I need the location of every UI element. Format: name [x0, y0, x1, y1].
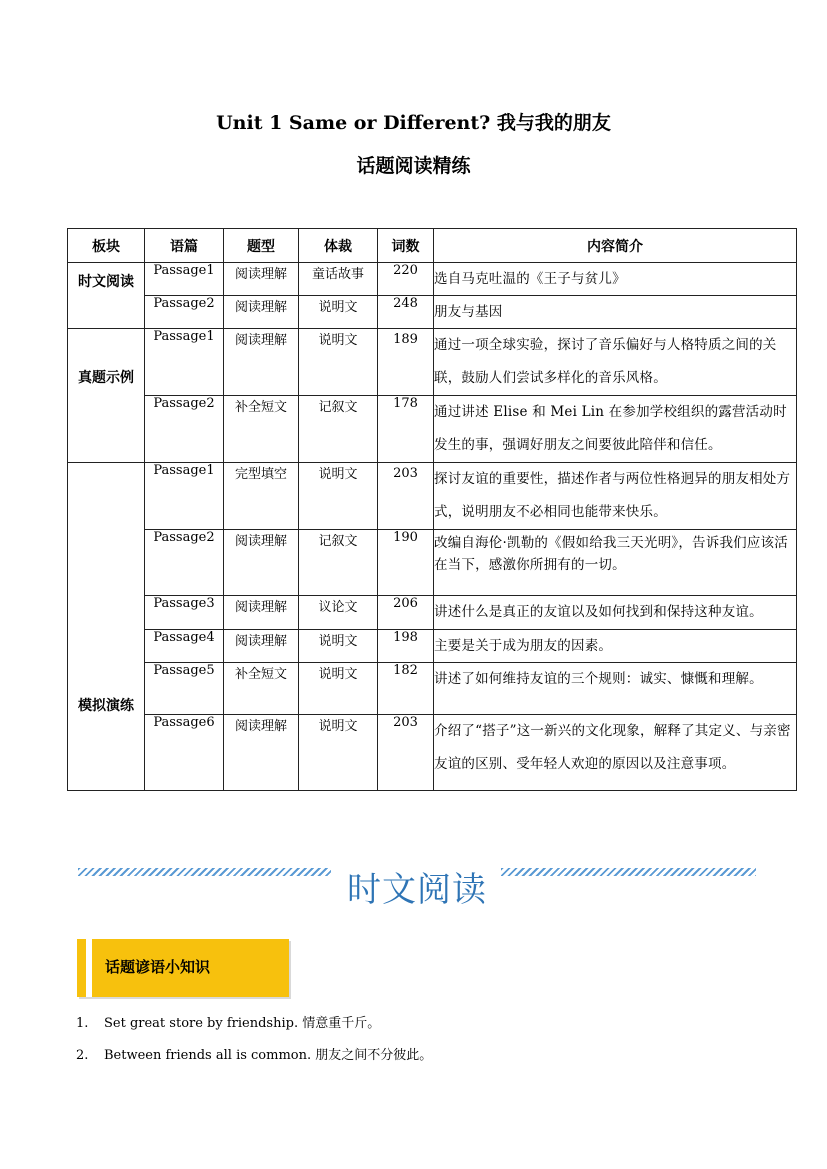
genre-cell: 说明文	[299, 630, 378, 663]
intro-cell: 通过一项全球实验，探讨了音乐偏好与人格特质之间的关联，鼓励人们尝试多样化的音乐风格。	[434, 329, 797, 396]
type-cell: 阅读理解	[224, 530, 299, 596]
type-cell: 阅读理解	[224, 630, 299, 663]
header-section: 板块	[68, 229, 145, 263]
type-cell: 阅读理解	[224, 715, 299, 791]
type-cell: 完型填空	[224, 463, 299, 530]
header-type: 题型	[224, 229, 299, 263]
words-cell: 203	[378, 715, 434, 791]
intro-cell: 选自马克吐温的《王子与贫儿》	[434, 263, 797, 296]
overview-table	[67, 228, 797, 791]
banner-title: 时文阅读	[347, 870, 487, 910]
intro-cell: 讲述了如何维持友谊的三个规则：诚实、慷慨和理解。	[434, 663, 797, 715]
list-text: Set great store by friendship. 情意重千斤。	[104, 1016, 381, 1031]
intro-cell: 讲述什么是真正的友谊以及如何找到和保持这种友谊。	[434, 596, 797, 630]
table-row	[68, 263, 797, 296]
intro-cell: 介绍了“搭子”这一新兴的文化现象，解释了其定义、与亲密友谊的区别、受年轻人欢迎的原因以及注意事项。	[434, 715, 797, 791]
table-header-row	[68, 229, 797, 263]
page-title: Unit 1 Same or Different? 我与我的朋友	[216, 112, 611, 134]
list-item	[76, 1012, 380, 1031]
section-label: 真题示例	[68, 329, 145, 463]
header-intro: 内容简介	[434, 229, 797, 263]
intro-cell: 主要是关于成为朋友的因素。	[434, 630, 797, 663]
words-cell: 248	[378, 296, 434, 329]
tag-bar	[86, 939, 92, 997]
passage-cell: Passage3	[145, 596, 224, 630]
intro-cell: 改编自海伦·凯勒的《假如给我三天光明》，告诉我们应该活在当下，感激你所拥有的一切。	[434, 530, 797, 596]
table-row	[68, 715, 797, 791]
table-row	[68, 530, 797, 596]
passage-cell: Passage2	[145, 530, 224, 596]
passage-cell: Passage2	[145, 296, 224, 329]
list-text: Between friends all is common. 朋友之间不分彼此。	[104, 1048, 433, 1063]
type-cell: 补全短文	[224, 396, 299, 463]
passage-cell: Passage1	[145, 463, 224, 530]
type-cell: 阅读理解	[224, 329, 299, 396]
intro-cell: 探讨友谊的重要性，描述作者与两位性格迥异的朋友相处方式，说明朋友不必相同也能带来快乐。	[434, 463, 797, 530]
words-cell: 190	[378, 530, 434, 596]
passage-cell: Passage4	[145, 630, 224, 663]
genre-cell: 记叙文	[299, 530, 378, 596]
passage-cell: Passage5	[145, 663, 224, 715]
words-cell: 203	[378, 463, 434, 530]
words-cell: 198	[378, 630, 434, 663]
table-row	[68, 296, 797, 329]
table-row	[68, 630, 797, 663]
header-passage: 语篇	[145, 229, 224, 263]
genre-cell: 童话故事	[299, 263, 378, 296]
passage-cell: Passage2	[145, 396, 224, 463]
tag-label: 话题谚语小知识	[105, 958, 211, 976]
genre-cell: 议论文	[299, 596, 378, 630]
passage-cell: Passage1	[145, 329, 224, 396]
type-cell: 阅读理解	[224, 263, 299, 296]
header-genre: 体裁	[299, 229, 378, 263]
words-cell: 220	[378, 263, 434, 296]
type-cell: 阅读理解	[224, 596, 299, 630]
passage-cell: Passage1	[145, 263, 224, 296]
table-row	[68, 596, 797, 630]
list-item	[76, 1044, 432, 1063]
genre-cell: 记叙文	[299, 396, 378, 463]
list-number: 1.	[76, 1016, 89, 1031]
type-cell: 阅读理解	[224, 296, 299, 329]
table-row	[68, 663, 797, 715]
section-label: 模拟演练	[68, 463, 145, 791]
section-banner	[78, 860, 756, 910]
words-cell: 189	[378, 329, 434, 396]
page-subtitle: 话题阅读精练	[356, 155, 471, 177]
passage-cell: Passage6	[145, 715, 224, 791]
words-cell: 182	[378, 663, 434, 715]
genre-cell: 说明文	[299, 663, 378, 715]
genre-cell: 说明文	[299, 329, 378, 396]
words-cell: 206	[378, 596, 434, 630]
genre-cell: 说明文	[299, 463, 378, 530]
proverb-tag	[77, 939, 289, 997]
intro-cell: 通过讲述 Elise 和 Mei Lin 在参加学校组织的露营活动时发生的事，强调好朋友之间要彼此陪伴和信任。	[434, 396, 797, 463]
section-label: 时文阅读	[68, 263, 145, 329]
intro-cell: 朋友与基因	[434, 296, 797, 329]
table-row	[68, 329, 797, 396]
genre-cell: 说明文	[299, 296, 378, 329]
table-row	[68, 396, 797, 463]
words-cell: 178	[378, 396, 434, 463]
header-words: 词数	[378, 229, 434, 263]
list-number: 2.	[76, 1048, 89, 1063]
genre-cell: 说明文	[299, 715, 378, 791]
table-row	[68, 463, 797, 530]
type-cell: 补全短文	[224, 663, 299, 715]
